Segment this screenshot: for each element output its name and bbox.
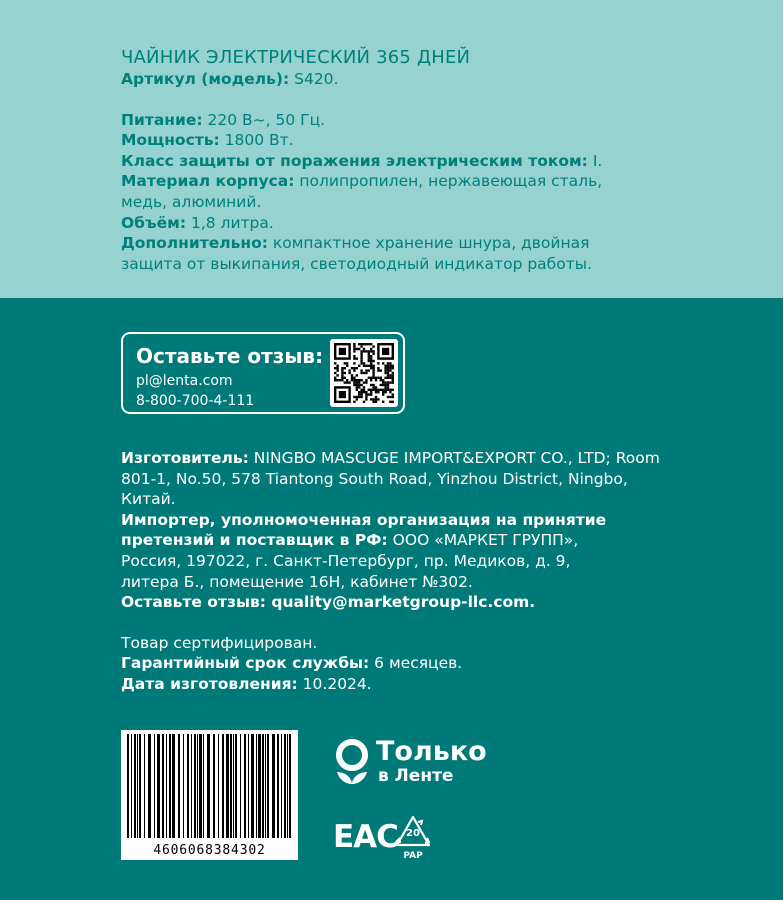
manufacturer-label: Изготовитель:: [121, 449, 249, 467]
recycle-label: PAP: [403, 851, 423, 861]
product-title: ЧАЙНИК ЭЛЕКТРИЧЕСКИЙ 365 ДНЕЙ: [121, 47, 471, 68]
warranty-line: [121, 653, 761, 674]
spec-value: 1,8 литра.: [186, 213, 274, 232]
manufacture-date-line: [121, 674, 761, 695]
barcode-number: 4606068384302: [153, 843, 266, 858]
article-value: S420.: [289, 70, 339, 88]
importer-line: [121, 510, 621, 592]
certified-line: Товар сертифицирован.: [121, 633, 318, 652]
logo-text-line2: в Ленте: [378, 766, 454, 786]
spec-additional: [121, 233, 631, 274]
spec-label: Питание:: [121, 110, 203, 129]
manufacturer-value: NINGBO MASCUGE IMPORT&EXPORT CO., LTD; Room 801-1, No.50, 578 Tiantong South Road, Yinzhou District, Ningbo, Китай.: [121, 449, 660, 509]
warranty-value: 6 месяцев.: [369, 654, 463, 673]
spec-label: Мощность:: [121, 131, 220, 150]
recycle-number: 20: [406, 828, 420, 839]
importer-label: Импортер, уполномоченная организация на принятие претензий и поставщик в РФ:: [121, 510, 607, 550]
legal-text: [121, 448, 761, 695]
spec-label: Дополнительно:: [121, 234, 268, 253]
review-contact-box: [121, 332, 405, 414]
review-phone: 8-800-700-4-111: [136, 393, 255, 409]
spec-value: 220 В~, 50 Гц.: [202, 110, 326, 129]
spec-value: полипропилен, нержавеющая сталь, медь, алюминий.: [121, 172, 603, 211]
product-info-panel: [0, 0, 783, 298]
legal-info-panel: [0, 298, 783, 900]
warranty-label: Гарантийный срок службы:: [121, 654, 370, 673]
spec-wattage: [121, 130, 761, 151]
spec-value: 1800 Вт.: [219, 131, 294, 150]
spec-label: Материал корпуса:: [121, 172, 295, 191]
review-email: pl@lenta.com: [136, 373, 233, 389]
review-line: [121, 592, 761, 613]
importer-value: ООО «МАРКЕТ ГРУПП», Россия, 197022, г. Санкт-Петербург, пр. Медиков, д. 9, литера Б., помещение 16Н, кабинет №302.: [121, 531, 579, 591]
spec-label: Класс защиты от поражения электрическим током:: [121, 151, 588, 170]
barcode: [121, 730, 298, 860]
spec-volume: [121, 213, 761, 234]
spec-value: I.: [587, 151, 603, 170]
manufacturer-line: [121, 448, 666, 510]
eac-mark: ЕАС: [333, 819, 398, 855]
spec-value: компактное хранение шнура, двойная защита от выкипания, светодиодный индикатор работы.: [121, 234, 592, 273]
spec-label: Объём:: [121, 213, 187, 232]
date-label: Дата изготовления:: [121, 674, 298, 693]
logo-text-line1: Только: [376, 736, 487, 767]
article-line: [121, 69, 761, 90]
review-title: Оставьте отзыв:: [136, 344, 324, 368]
recycle-mark: [391, 814, 435, 862]
article-label: Артикул (модель):: [121, 70, 290, 88]
spec-protection-class: [121, 151, 761, 172]
qr-code: [330, 339, 398, 407]
spec-power: [121, 110, 761, 131]
spec-material: [121, 171, 621, 212]
date-value: 10.2024.: [297, 674, 372, 693]
review-line-text: Оставьте отзыв: quality@marketgroup-llc.com.: [121, 593, 536, 612]
flower-icon: [334, 739, 370, 785]
